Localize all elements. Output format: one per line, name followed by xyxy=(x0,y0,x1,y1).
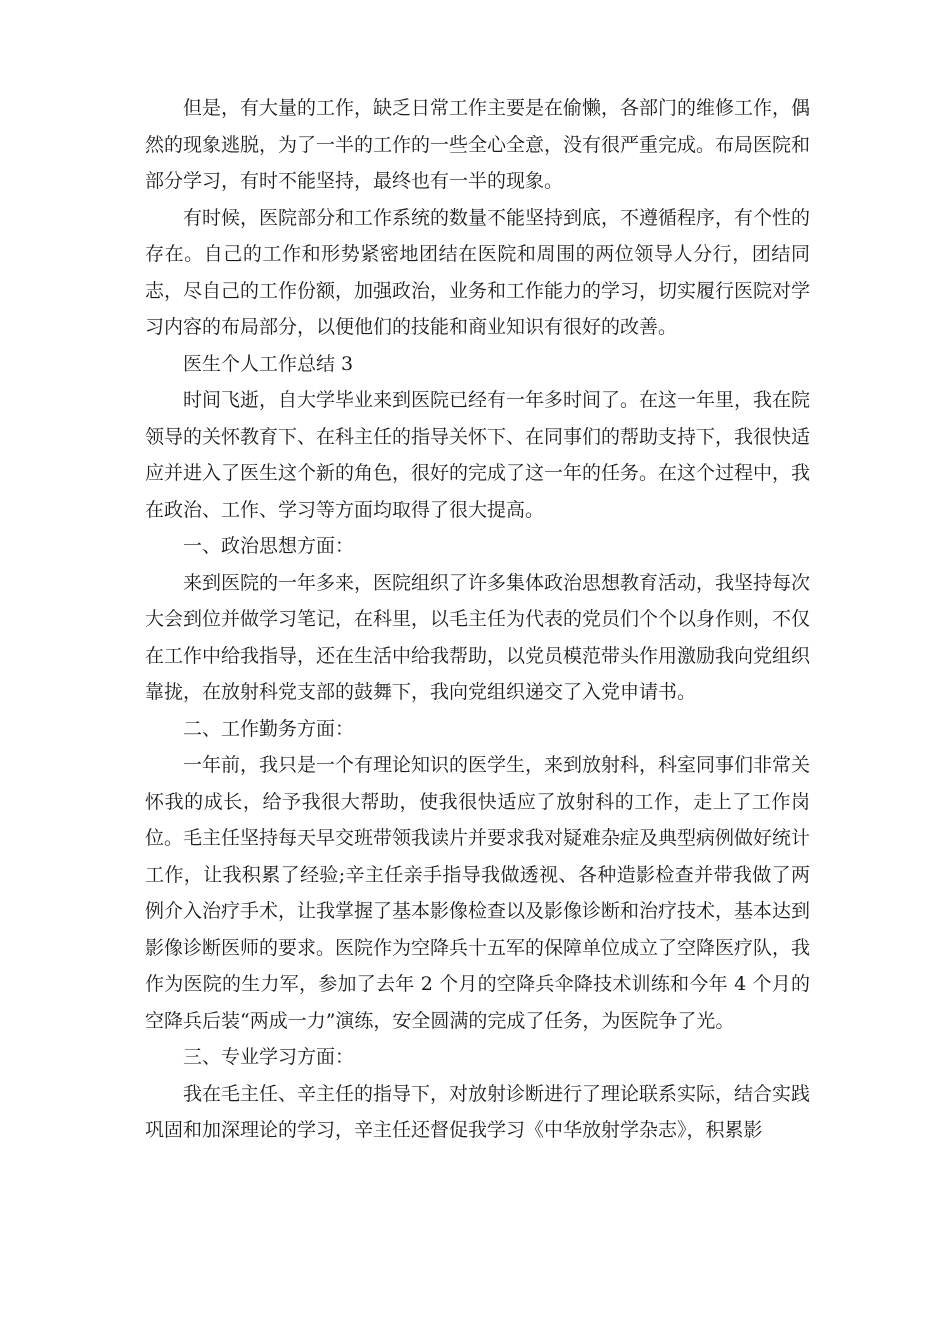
heading-work: 二、工作勤务方面： xyxy=(183,717,355,740)
paragraph-work: 一年前，我只是一个有理论知识的医学生，来到放射科，科室同事们非常关怀我的成长，给予我很大帮助，使我很快适应了放射科的工作，走上了工作岗位。毛主任坚持每天早交班带领我读片并要求我对疑难杂症及典型病例做好统计工作，让我积累了经验;辛主任亲手指导我做透视、各种造影检查并带我做了两例介入治疗手术，让我掌握了基本影像检查以及影像诊断和治疗技术，基本达到影像诊断医师的要求。医院作为空降兵十五军的保障单位成立了空降医疗队，我作为医院的生力军，参加了去年 2 个月的空降兵伞降技术训练和今年 4 个月的空降兵后装“两成一力”演练，安全圆满的完成了任务，为医院争了光。 xyxy=(145,754,811,1032)
paragraph-work-problems: 但是，有大量的工作，缺乏日常工作主要是在偷懒，各部门的维修工作，偶然的现象逃脱，为了一半的工作的一些全心全意，没有很严重完成。布局医院和部分学习，有时不能坚持，最终也有一半的现象。 xyxy=(145,97,811,192)
heading-political: 一、政治思想方面： xyxy=(183,535,355,557)
paragraph-system-issues: 有时候，医院部分和工作系统的数量不能坚持到底，不遵循程序，有个性的存在。自己的工作和形势紧密地团结在医院和周围的两位领导人分行，团结同志，尽自己的工作份额，加强政治，业务和工作能力的学习，切实履行医院对学习内容的布局部分，以便他们的技能和商业知识有很好的改善。 xyxy=(145,206,811,338)
document-body xyxy=(145,90,810,1149)
paragraph-political: 来到医院的一年多来，医院组织了许多集体政治思想教育活动，我坚持每次大会到位并做学习笔记，在科里，以毛主任为代表的党员们个个以身作则，不仅在工作中给我指导，还在生活中给我帮助，以党员模范带头作用激励我向党组织靠拢，在放射科党支部的鼓舞下，我向党组织递交了入党申请书。 xyxy=(145,571,811,703)
section-title-summary-3: 医生个人工作总结 3 xyxy=(183,352,354,375)
paragraph-study: 我在毛主任、辛主任的指导下，对放射诊断进行了理论联系实际，结合实践巩固和加深理论的学习，辛主任还督促我学习《中华放射学杂志》，积累影 xyxy=(145,1082,811,1141)
paragraph-intro: 时间飞逝，自大学毕业来到医院已经有一年多时间了。在这一年里，我在院领导的关怀教育下、在科主任的指导关怀下、在同事们的帮助支持下，我很快适应并进入了医生这个新的角色，很好的完成了这一年的任务。在这个过程中，我在政治、工作、学习等方面均取得了很大提高。 xyxy=(145,389,811,521)
heading-study: 三、专业学习方面： xyxy=(183,1046,355,1068)
